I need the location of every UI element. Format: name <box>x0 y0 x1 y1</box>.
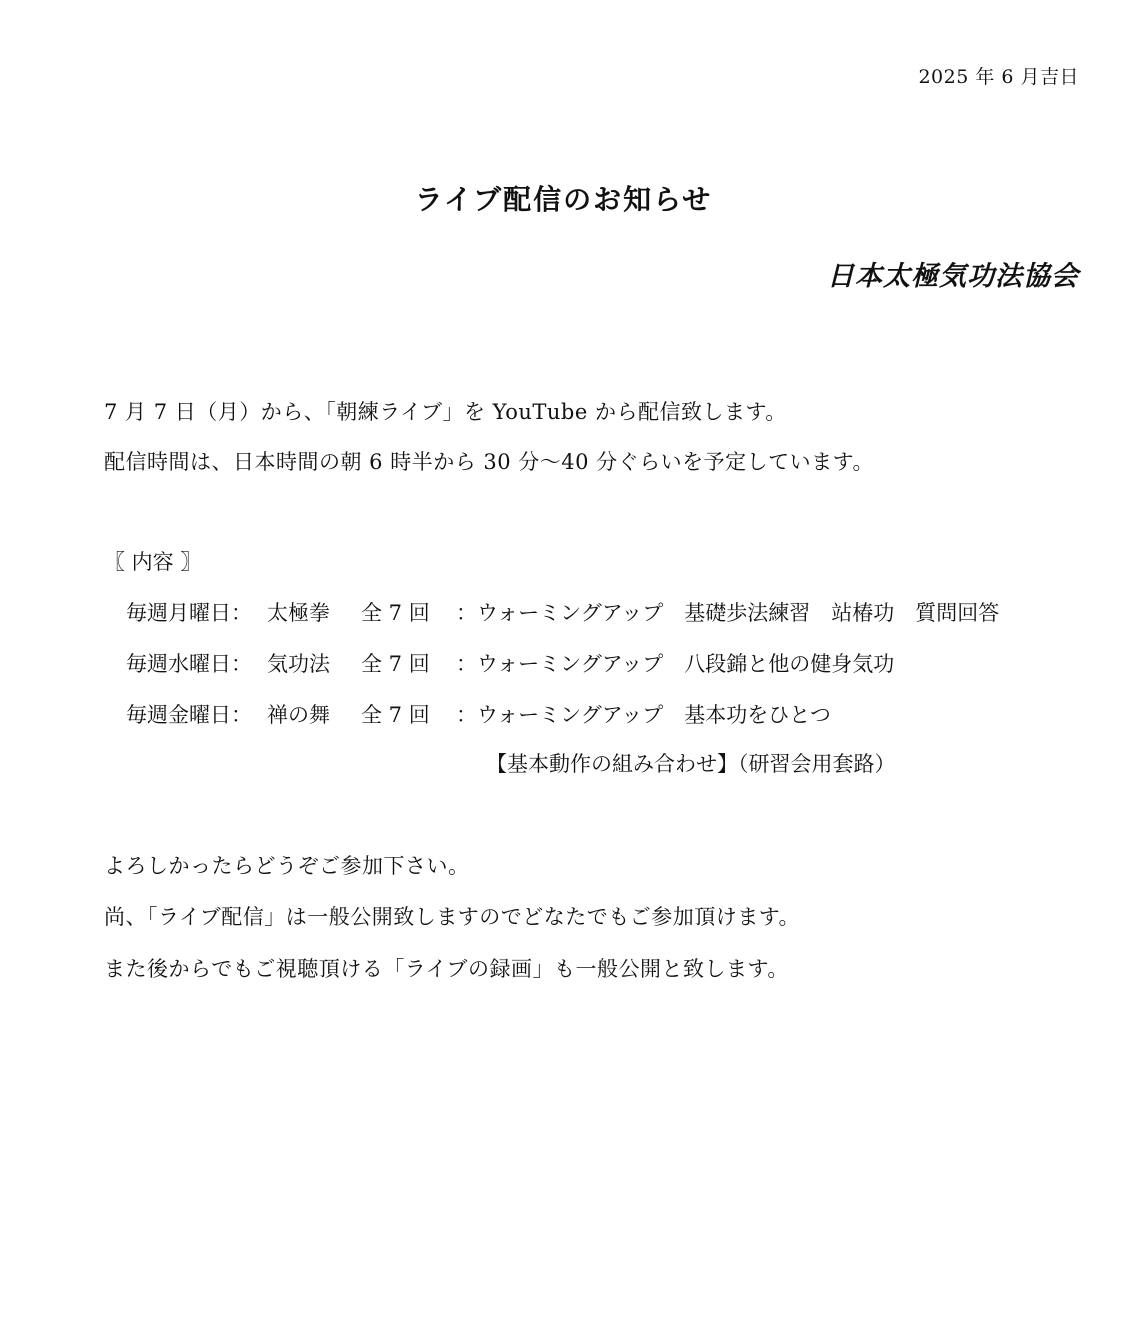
schedule-class: 禅の舞 <box>267 703 330 727</box>
schedule-content: ：ウォーミングアップ 八段錦と他の健身気功 <box>456 652 895 676</box>
closing-line-2: 尚、「ライブ配信」は一般公開致しますのでどなたでもご参加頂けます。 <box>104 905 801 929</box>
schedule-day: 毎週月曜日： <box>126 601 252 625</box>
schedule-extra-note: 【基本動作の組み合わせ】（研習会用套路） <box>486 752 896 776</box>
closing-line-1: よろしかったらどうぞご参加下さい。 <box>104 854 470 878</box>
intro-line-2: 配信時間は、日本時間の朝 6 時半から 30 分〜40 分ぐらいを予定しています。 <box>104 450 874 474</box>
closing-line-3: また後からでもご視聴頂ける「ライブの録画」も一般公開と致します。 <box>104 957 789 981</box>
notice-title: ライブ配信のお知らせ <box>414 183 713 216</box>
schedule-content: ：ウォーミングアップ 基礎歩法練習 站椿功 質問回答 <box>456 601 1000 625</box>
notice-date: 2025 年 6 月吉日 <box>918 66 1079 88</box>
schedule-count: 全 7 回 <box>361 703 430 727</box>
schedule-class: 太極拳 <box>267 601 330 625</box>
intro-line-1: 7 月 7 日（月）から、「朝練ライブ」を YouTube から配信致します。 <box>104 400 787 424</box>
contents-heading: 〖 内容 〗 <box>104 550 202 574</box>
schedule-content: ：ウォーミングアップ 基本功をひとつ <box>456 703 831 727</box>
schedule-class: 気功法 <box>267 652 330 676</box>
schedule-count: 全 7 回 <box>361 652 430 676</box>
schedule-day: 毎週金曜日： <box>126 703 252 727</box>
organization-name: 日本太極気功法協会 <box>827 261 1079 292</box>
schedule-count: 全 7 回 <box>361 601 430 625</box>
schedule-day: 毎週水曜日： <box>126 652 252 676</box>
